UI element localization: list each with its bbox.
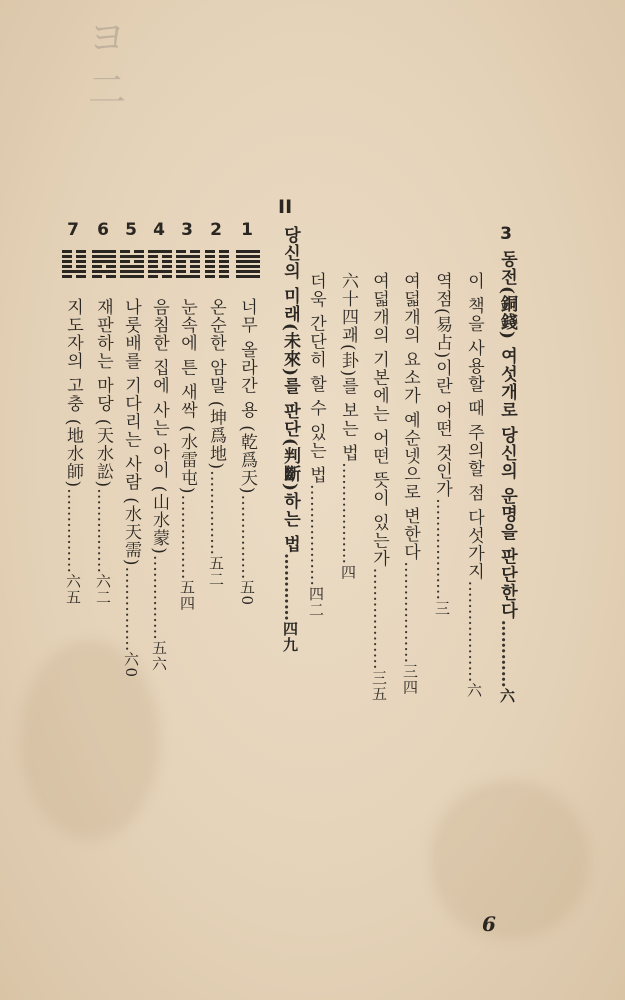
hexagram-icon	[236, 250, 260, 280]
toc-entry-page: 四二	[307, 586, 325, 619]
leader-dots: ………………	[464, 580, 484, 683]
leader-dots: ………………	[432, 498, 452, 601]
chapter-title-post: ) 여섯개로 당신의 운명을 판단한다	[497, 331, 517, 620]
toc-entry-text: 눈속에 튼 새싹 (水雷屯)	[177, 298, 197, 495]
section-title: 당신의 미래(未來)를 판단(判斷)하는 법	[280, 226, 300, 553]
pencil-annotation: ヨ二	[88, 16, 123, 112]
entry-number: 7	[67, 220, 79, 240]
entry-number: 2	[210, 220, 222, 240]
hexagram-icon	[205, 250, 229, 280]
hexagram-icon	[120, 250, 144, 280]
toc-entry	[63, 298, 83, 778]
toc-entry	[237, 298, 257, 778]
toc-entry-page: 六二	[94, 573, 112, 606]
leader-dots: ……………	[206, 470, 226, 556]
toc-entry-text: 재판하는 마당 (天水訟)	[93, 298, 113, 489]
entry-number: 3	[181, 220, 193, 240]
toc-entry-text: 나룻배를 기다리는 사람 (水天需)	[121, 298, 141, 567]
section-title-column: 당신의 미래(未來)를 판단(判斷)하는 법…………四九	[280, 226, 300, 653]
toc-entry-page: 五二	[207, 555, 225, 588]
toc-entry-text: 여덟개의 기본에는 어떤 뜻이 있는가	[369, 272, 389, 568]
chapter-number: 3	[500, 224, 512, 244]
toc-entry-page: 六五	[64, 573, 82, 606]
toc-entry	[306, 272, 326, 772]
toc-entry	[464, 272, 484, 772]
toc-entry-page: 六0	[122, 651, 140, 679]
entry-number: 5	[125, 220, 137, 240]
toc-entry	[338, 272, 358, 772]
toc-entry-page: 四	[339, 564, 357, 581]
leader-dots: ……………	[237, 494, 257, 580]
section-page: 四九	[281, 620, 299, 653]
hexagram-icon	[62, 250, 86, 280]
toc-entry-text: 六十四괘(卦)를 보는 법	[338, 272, 358, 463]
chapter-title-hanja: 銅錢	[497, 295, 517, 332]
toc-entry-text: 지도자의 고충 (地水師)	[63, 298, 83, 489]
leader-dots: ……………	[121, 566, 141, 652]
page-folio: 6	[482, 912, 496, 936]
leader-dots: ……………	[63, 488, 83, 574]
toc-entry	[93, 298, 113, 778]
toc-entry	[149, 298, 169, 778]
leader-dots: ……………	[149, 554, 169, 640]
toc-entry-page: 三	[433, 600, 451, 617]
hexagram-icon	[176, 250, 200, 280]
toc-entry	[369, 272, 389, 772]
entry-number: 6	[97, 220, 109, 240]
toc-entry-page: 三四	[401, 663, 419, 696]
toc-entry-page: 五四	[178, 579, 196, 612]
leader-dots: ……………	[177, 494, 197, 580]
leader-dots: ………………	[338, 462, 358, 565]
toc-entry	[177, 298, 197, 778]
leader-dots: ………………	[400, 561, 420, 664]
toc-entry-text: 여덟개의 요소가 예순넷으로 변한다	[400, 272, 420, 562]
toc-entry	[400, 272, 420, 772]
chapter-title-column: 동전(銅錢) 여섯개로 당신의 운명을 판단한다…………六	[497, 250, 517, 704]
chapter-title-pre: 동전(	[497, 250, 517, 296]
toc-entry-text: 온순한 암말 (坤爲地)	[206, 298, 226, 471]
toc-entry-page: 五0	[238, 579, 256, 607]
toc-entry-page: 三五	[370, 669, 388, 702]
toc-entry	[121, 298, 141, 778]
toc-entry-page: 五六	[150, 639, 168, 672]
leader-dots: ………………	[369, 567, 389, 670]
leader-dots: ………………	[306, 484, 326, 587]
entry-number: 4	[153, 220, 165, 240]
toc-entry	[206, 298, 226, 778]
leader-dots: ……………	[93, 488, 113, 574]
toc-entry-text: 음침한 집에 사는 아이 (山水蒙)	[149, 298, 169, 555]
toc-entry-text: 더욱 간단히 할 수 있는 법	[306, 272, 326, 485]
toc-entry-text: 너무 올라간 용 (乾爲天)	[237, 298, 257, 495]
toc-entry-text: 이 책을 사용할 때 주의할 점 다섯가지	[464, 272, 484, 581]
hexagram-icon	[92, 250, 116, 280]
entry-number: 1	[241, 220, 253, 240]
chapter-page: 六	[498, 687, 516, 704]
hexagram-icon	[148, 250, 172, 280]
toc-entry-page: 六	[465, 682, 483, 699]
section-mark: II	[278, 196, 293, 218]
toc-entry	[432, 272, 452, 772]
toc-entry-text: 역점(易占)이란 어떤 것인가	[432, 272, 452, 499]
